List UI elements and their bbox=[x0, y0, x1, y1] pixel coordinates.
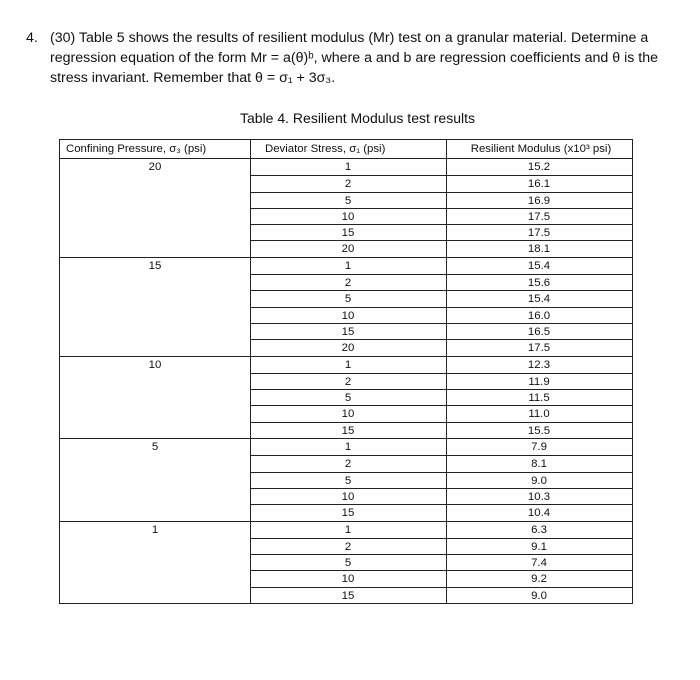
deviator-stress-cell: 2 bbox=[250, 373, 446, 389]
column-divider bbox=[446, 439, 447, 520]
table-row bbox=[60, 405, 632, 421]
resilient-modulus-cell: 9.0 bbox=[446, 472, 632, 488]
table-row bbox=[60, 175, 632, 191]
deviator-stress-cell: 10 bbox=[250, 405, 446, 421]
table-row bbox=[60, 274, 632, 290]
deviator-stress-cell: 2 bbox=[250, 274, 446, 290]
deviator-stress-cell: 15 bbox=[250, 422, 446, 438]
table-row bbox=[60, 488, 632, 504]
deviator-stress-cell: 2 bbox=[250, 455, 446, 471]
question-number: 4. bbox=[26, 30, 38, 46]
confining-pressure-cell: 15 bbox=[148, 259, 162, 272]
deviator-stress-cell: 2 bbox=[250, 538, 446, 554]
table-group bbox=[60, 258, 632, 357]
header-confining-pressure: Confining Pressure, σ₃ (psi) bbox=[66, 143, 207, 155]
table-group bbox=[60, 439, 632, 521]
table-row bbox=[60, 522, 632, 538]
resilient-modulus-cell: 6.3 bbox=[531, 523, 547, 536]
column-divider bbox=[250, 439, 251, 520]
column-divider bbox=[250, 140, 251, 158]
resilient-modulus-cell: 16.1 bbox=[446, 175, 632, 191]
deviator-stress-cell: 1 bbox=[344, 259, 352, 272]
header-deviator-stress: Deviator Stress, σ₁ (psi) bbox=[265, 143, 386, 155]
table-row bbox=[60, 587, 632, 603]
resilient-modulus-cell: 7.9 bbox=[531, 441, 547, 454]
deviator-stress-cell: 15 bbox=[250, 323, 446, 339]
table-row bbox=[60, 455, 632, 471]
table-row bbox=[60, 307, 632, 323]
table-row bbox=[60, 389, 632, 405]
deviator-stress-cell: 15 bbox=[250, 504, 446, 520]
table-row bbox=[60, 192, 632, 208]
table-row bbox=[60, 339, 632, 355]
header-resilient-modulus: Resilient Modulus (x10³ psi) bbox=[470, 143, 612, 155]
table-row bbox=[60, 504, 632, 520]
deviator-stress-cell: 1 bbox=[344, 441, 352, 454]
table-row bbox=[60, 472, 632, 488]
resilient-modulus-cell: 8.1 bbox=[446, 455, 632, 471]
deviator-stress-cell: 1 bbox=[344, 358, 352, 371]
resilient-modulus-cell: 17.5 bbox=[446, 224, 632, 240]
table-caption: Table 4. Resilient Modulus test results bbox=[240, 110, 475, 126]
results-table bbox=[59, 139, 633, 604]
deviator-stress-cell: 5 bbox=[250, 554, 446, 570]
table-row bbox=[60, 159, 632, 175]
resilient-modulus-cell: 15.2 bbox=[527, 161, 551, 173]
table-row bbox=[60, 208, 632, 224]
deviator-stress-cell: 5 bbox=[250, 192, 446, 208]
deviator-stress-cell: 1 bbox=[344, 161, 352, 173]
deviator-stress-cell: 20 bbox=[250, 339, 446, 355]
deviator-stress-cell: 5 bbox=[250, 290, 446, 306]
resilient-modulus-cell: 11.0 bbox=[446, 405, 632, 421]
question-line: regression equation of the form Mr = a(θ)ᵇ, where a and b are regression coefficients and θ is the bbox=[50, 50, 658, 66]
resilient-modulus-cell: 9.0 bbox=[446, 587, 632, 603]
resilient-modulus-cell: 15.6 bbox=[446, 274, 632, 290]
resilient-modulus-cell: 18.1 bbox=[446, 240, 632, 256]
table-row bbox=[60, 570, 632, 586]
deviator-stress-cell: 15 bbox=[250, 224, 446, 240]
resilient-modulus-cell: 16.0 bbox=[446, 307, 632, 323]
deviator-stress-cell: 10 bbox=[250, 307, 446, 323]
table-row bbox=[60, 224, 632, 240]
resilient-modulus-cell: 16.9 bbox=[446, 192, 632, 208]
column-divider bbox=[250, 258, 251, 356]
table-body bbox=[60, 159, 632, 603]
table-row bbox=[60, 439, 632, 455]
column-divider bbox=[250, 522, 251, 603]
resilient-modulus-cell: 15.4 bbox=[446, 290, 632, 306]
table-group bbox=[60, 159, 632, 258]
confining-pressure-cell: 10 bbox=[148, 358, 162, 371]
confining-pressure-cell: 1 bbox=[151, 523, 159, 536]
resilient-modulus-cell: 11.5 bbox=[446, 389, 632, 405]
column-divider bbox=[250, 159, 251, 257]
resilient-modulus-cell: 7.4 bbox=[446, 554, 632, 570]
deviator-stress-cell: 1 bbox=[344, 523, 352, 536]
table-row bbox=[60, 258, 632, 274]
resilient-modulus-cell: 15.5 bbox=[446, 422, 632, 438]
deviator-stress-cell: 10 bbox=[250, 570, 446, 586]
column-divider bbox=[446, 522, 447, 603]
deviator-stress-cell: 5 bbox=[250, 472, 446, 488]
table-row bbox=[60, 357, 632, 373]
table-row bbox=[60, 373, 632, 389]
column-divider bbox=[250, 357, 251, 438]
deviator-stress-cell: 2 bbox=[250, 175, 446, 191]
table-row bbox=[60, 323, 632, 339]
column-divider bbox=[446, 159, 447, 257]
table-row bbox=[60, 422, 632, 438]
deviator-stress-cell: 5 bbox=[250, 389, 446, 405]
resilient-modulus-cell: 17.5 bbox=[446, 339, 632, 355]
deviator-stress-cell: 10 bbox=[250, 208, 446, 224]
table-group bbox=[60, 357, 632, 439]
deviator-stress-cell: 15 bbox=[250, 587, 446, 603]
table-row bbox=[60, 290, 632, 306]
table-row bbox=[60, 554, 632, 570]
resilient-modulus-cell: 15.4 bbox=[527, 259, 551, 272]
resilient-modulus-cell: 9.1 bbox=[446, 538, 632, 554]
confining-pressure-cell: 20 bbox=[148, 161, 162, 173]
resilient-modulus-cell: 17.5 bbox=[446, 208, 632, 224]
question-line: (30) Table 5 shows the results of resilient modulus (Mr) test on a granular material. Determine a bbox=[50, 30, 649, 46]
table-row bbox=[60, 240, 632, 256]
resilient-modulus-cell: 9.2 bbox=[446, 570, 632, 586]
question-text bbox=[50, 28, 690, 88]
resilient-modulus-cell: 11.9 bbox=[446, 373, 632, 389]
deviator-stress-cell: 10 bbox=[250, 488, 446, 504]
resilient-modulus-cell: 16.5 bbox=[446, 323, 632, 339]
table-row bbox=[60, 538, 632, 554]
column-divider bbox=[446, 140, 447, 158]
column-divider bbox=[446, 357, 447, 438]
column-divider bbox=[446, 258, 447, 356]
confining-pressure-cell: 5 bbox=[151, 441, 159, 454]
resilient-modulus-cell: 12.3 bbox=[527, 358, 551, 371]
resilient-modulus-cell: 10.4 bbox=[446, 504, 632, 520]
table-group bbox=[60, 522, 632, 603]
table-header bbox=[60, 140, 632, 159]
resilient-modulus-cell: 10.3 bbox=[446, 488, 632, 504]
deviator-stress-cell: 20 bbox=[250, 240, 446, 256]
question-line: stress invariant. Remember that θ = σ₁ + 3σ₃. bbox=[50, 70, 336, 86]
